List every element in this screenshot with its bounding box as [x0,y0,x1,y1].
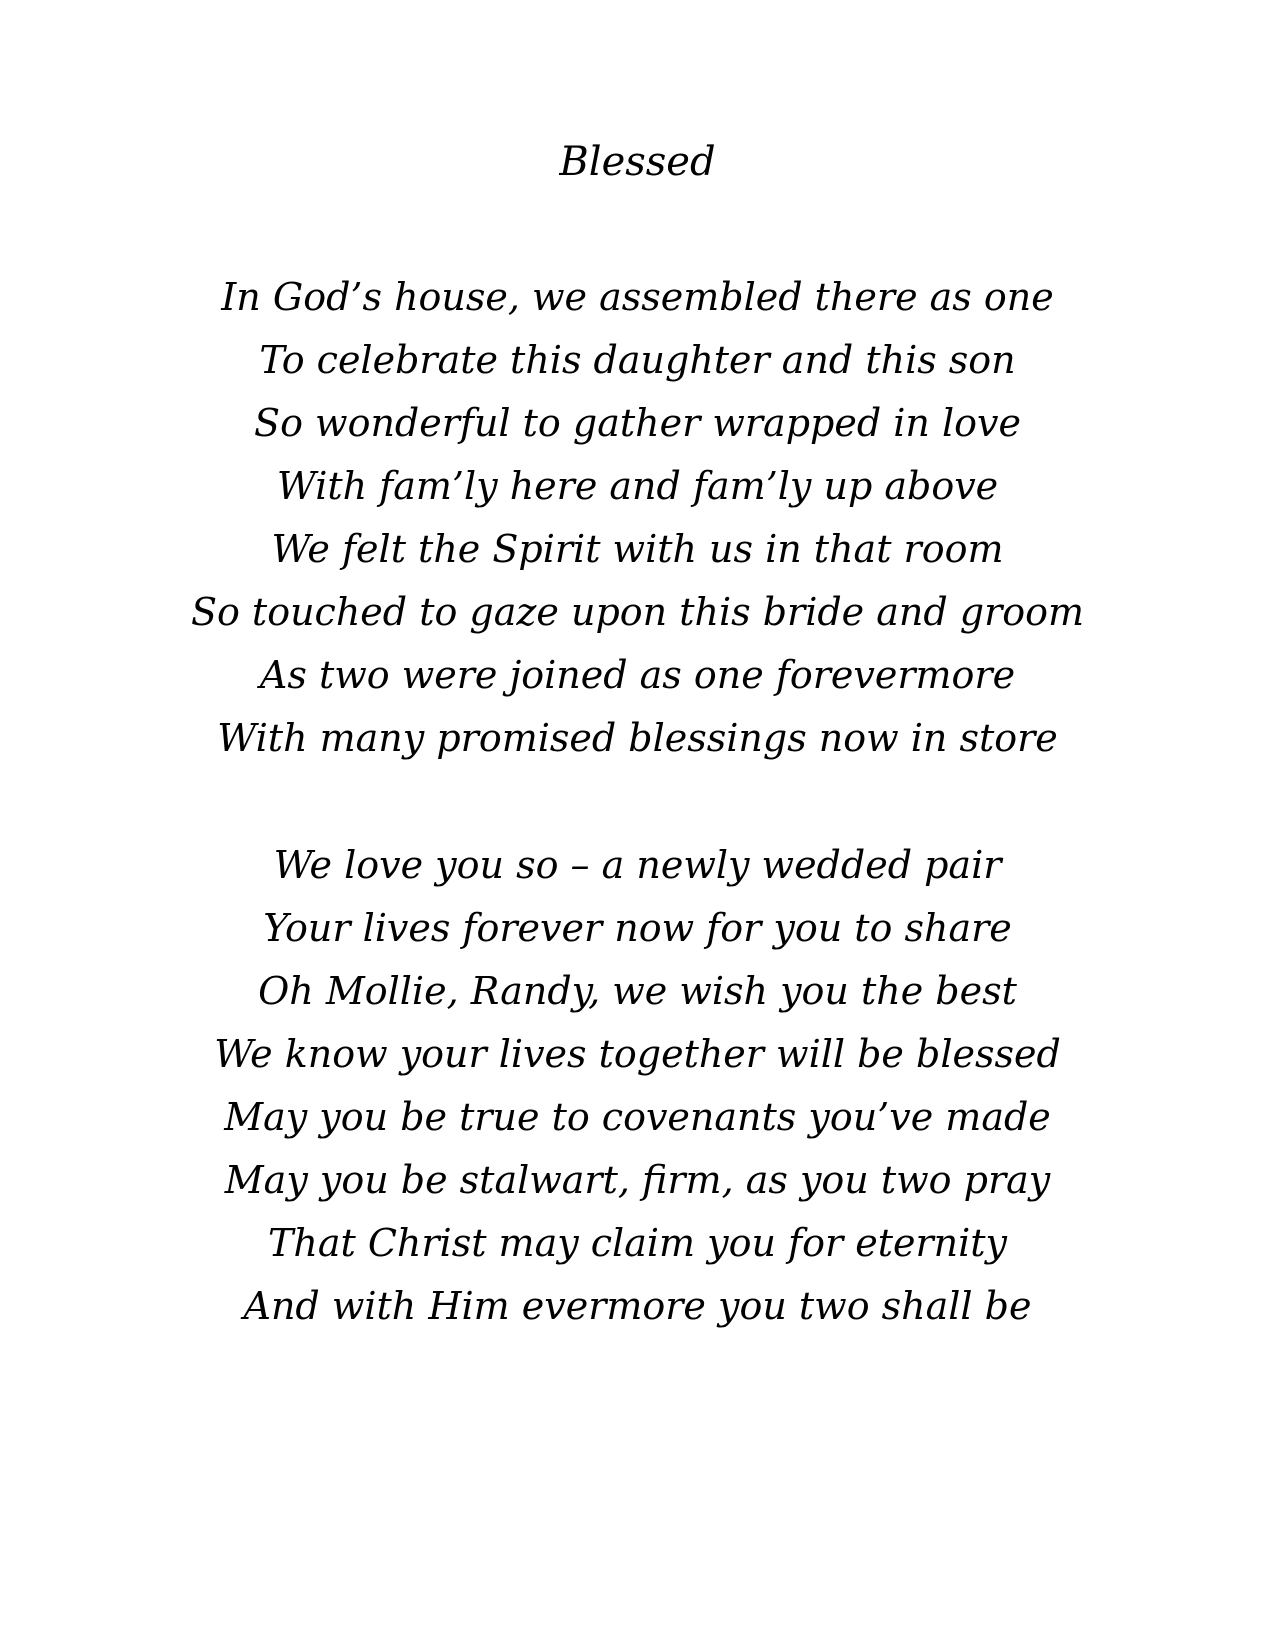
poem-line: With many promised blessings now in store [217,716,1058,760]
poem-line: We know your lives together will be blessed [214,1032,1061,1076]
poem-line: May you be stalwart, firm, as you two pray [224,1158,1051,1202]
poem-line: With fam’ly here and fam’ly up above [276,464,999,508]
poem-line: May you be true to covenants you’ve made [224,1095,1051,1139]
poem-line: And with Him evermore you two shall be [243,1284,1032,1328]
poem-line: Oh Mollie, Randy, we wish you the best [258,969,1017,1013]
poem-line: As two were joined as one forevermore [259,653,1016,697]
poem-line: We felt the Spirit with us in that room [271,527,1004,571]
poem-title: Blessed [559,139,716,185]
poem-line: Your lives forever now for you to share [263,906,1012,950]
poem-line: That Christ may claim you for eternity [268,1221,1007,1265]
poem-stanza-1 [0,266,1275,770]
poem-line: So wonderful to gather wrapped in love [254,401,1021,445]
poem-line: So touched to gaze upon this bride and groom [190,590,1085,634]
poem-line: We love you so – a newly wedded pair [273,843,1002,887]
poem-stanza-2 [0,834,1275,1338]
poem-line: To celebrate this daughter and this son [259,338,1016,382]
poem-line: In God’s house, we assembled there as one [221,275,1054,319]
